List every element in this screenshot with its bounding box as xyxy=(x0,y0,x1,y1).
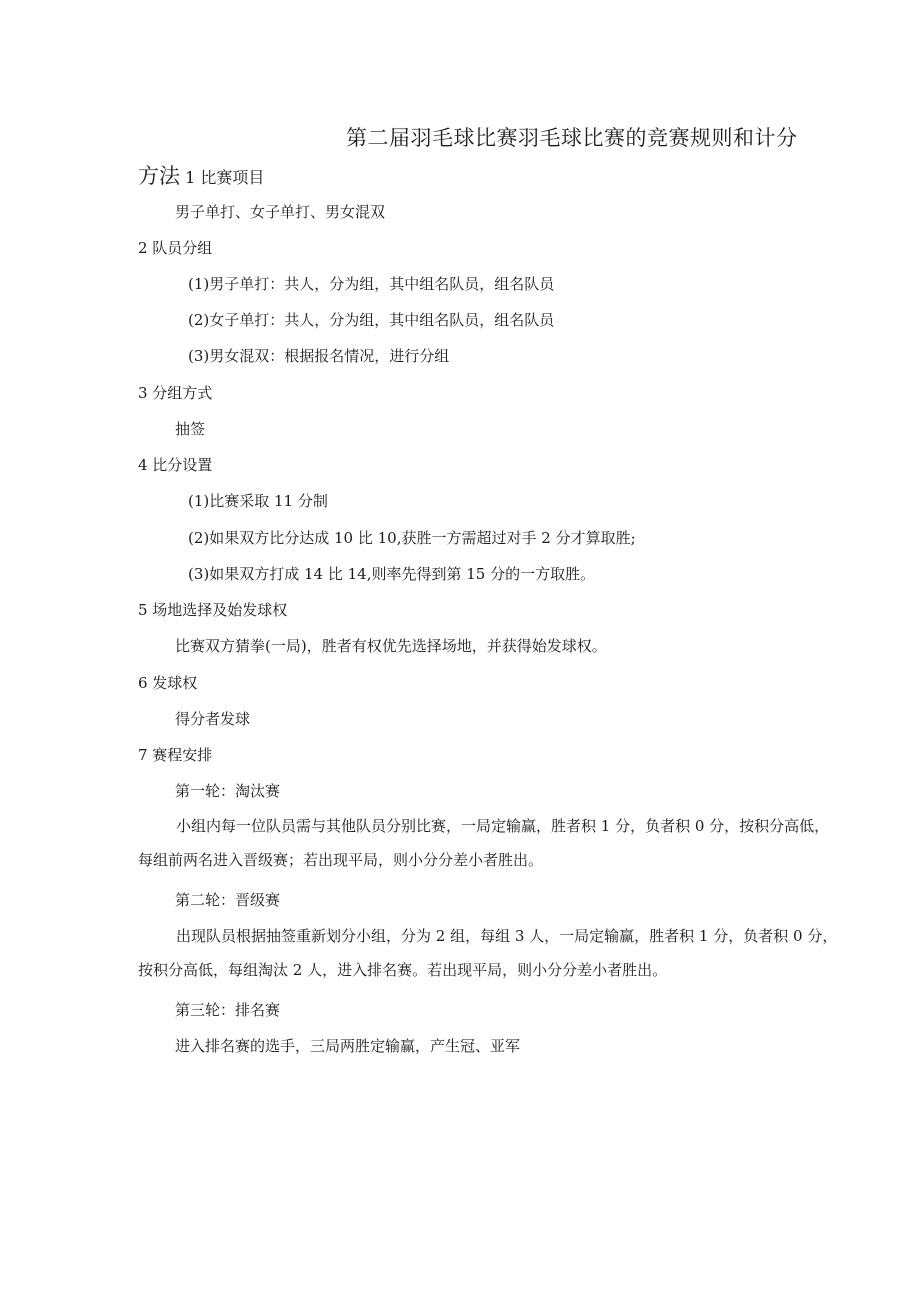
section-1-heading: 1 比赛项目 xyxy=(185,168,265,187)
round-3-body: 进入排名赛的选手，三局两胜定输赢，产生冠、亚军 xyxy=(175,1037,521,1055)
section-5-heading: 5 场地选择及始发球权 xyxy=(138,601,288,619)
document-title-continued: 方法 xyxy=(138,164,180,188)
round-1-body: 小组内每一位队员需与其他队员分别比赛，一局定输赢，胜者积 1 分，负者积 0 分，按积分高低，每组前两名进入晋级赛；若出现平局，则小分分差小者胜出。 xyxy=(138,817,830,869)
section-4-item: (1)比赛采取 11 分制 xyxy=(188,492,328,510)
section-2-item: (2)女子单打：共人，分为组，其中组名队员，组名队员 xyxy=(188,311,555,329)
section-2-heading: 2 队员分组 xyxy=(138,239,213,257)
section-4-item: (2)如果双方比分达成 10 比 10,获胜一方需超过对手 2 分才算取胜; xyxy=(188,529,636,547)
title-continuation-line xyxy=(138,160,264,190)
document-title: 第二届羽毛球比赛羽毛球比赛的竞赛规则和计分 xyxy=(346,126,798,150)
round-2-title: 第二轮：晋级赛 xyxy=(175,891,281,909)
section-3-heading: 3 分组方式 xyxy=(138,384,213,402)
section-2-item: (3)男女混双：根据报名情况，进行分组 xyxy=(188,347,450,365)
section-7-heading: 7 赛程安排 xyxy=(138,746,213,764)
section-1-body: 男子单打、女子单打、男女混双 xyxy=(175,203,386,221)
section-6-heading: 6 发球权 xyxy=(138,674,198,692)
round-3-title: 第三轮：排名赛 xyxy=(175,1001,281,1019)
round-2-body: 出现队员根据抽签重新划分小组，分为 2 组，每组 3 人，一局定输赢，胜者积 1 分，负者积 0 分，按积分高低，每组淘汰 2 人，进入排名赛。若出现平局，则小分分差小者胜出。 xyxy=(138,927,838,979)
section-6-body: 得分者发球 xyxy=(175,710,251,728)
round-1-title: 第一轮：淘汰赛 xyxy=(175,782,281,800)
section-4-heading: 4 比分设置 xyxy=(138,456,213,474)
section-4-item: (3)如果双方打成 14 比 14,则率先得到第 15 分的一方取胜。 xyxy=(188,565,596,583)
section-2-item: (1)男子单打：共人，分为组，其中组名队员，组名队员 xyxy=(188,275,555,293)
section-5-body: 比赛双方猜拳(一局)，胜者有权优先选择场地，并获得始发球权。 xyxy=(175,637,607,655)
section-3-body: 抽签 xyxy=(175,420,206,438)
